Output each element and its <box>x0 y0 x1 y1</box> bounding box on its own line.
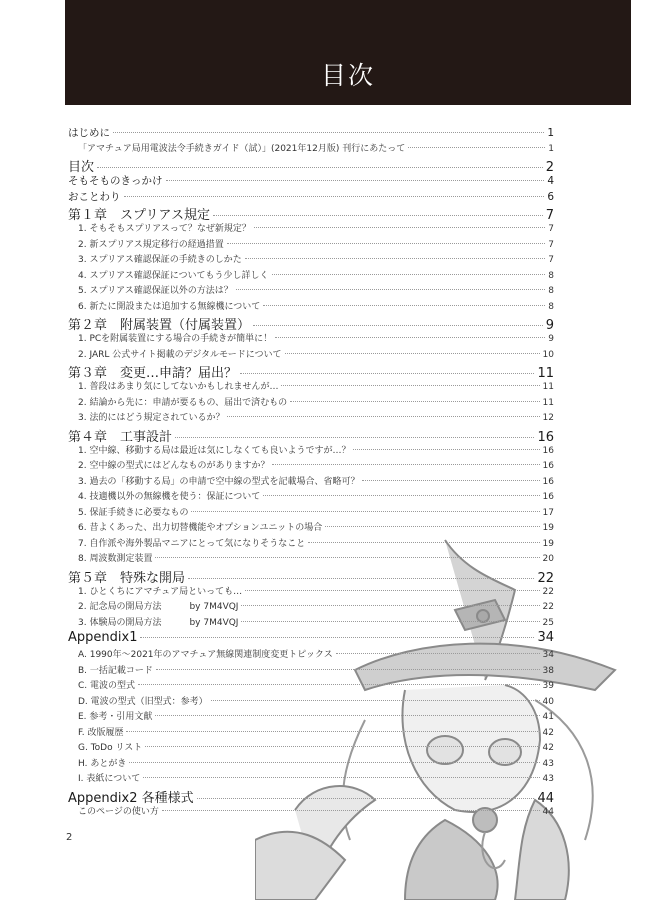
toc-entry[interactable]: 3. スプリアス確認保証の手続きのしかた 7 <box>78 255 554 265</box>
toc-entry[interactable]: 1. そもそもスプリアスって？なぜ新規定？ 7 <box>78 224 554 234</box>
toc-entry[interactable]: E. 参考・引用文献 41 <box>78 712 554 722</box>
toc-entry[interactable]: 8. 周波数測定装置 20 <box>78 554 554 564</box>
toc-chapter[interactable]: Appendix2 各種様式 44 <box>68 790 554 806</box>
toc-entry[interactable]: G. ToDo リスト 42 <box>78 743 554 753</box>
toc-entry[interactable]: 2. 空中線の型式にはどんなものがありますか？ 16 <box>78 461 554 471</box>
toc-entry[interactable]: H. あとがき 43 <box>78 758 554 769</box>
toc-entry[interactable]: A. 1990年～2021年のアマチュア無線関連制度変更トピックス 34 <box>78 650 554 660</box>
toc-entry[interactable]: 1. ひとくちにアマチュア局といっても… 22 <box>78 586 554 597</box>
toc-entry[interactable]: D. 電波の型式（旧型式：参考） 40 <box>78 696 554 707</box>
toc-entry[interactable]: 1. PCを附属装置にする場合の手続きが簡単に！ 9 <box>78 334 554 344</box>
toc-entry[interactable]: このページの使い方 44 <box>78 806 554 817</box>
toc-entry[interactable]: そもそものきっかけ 4 <box>68 175 554 187</box>
toc-entry[interactable]: 7. 自作派や海外製品マニアにとって気になりそうなこと 19 <box>78 538 554 549</box>
toc-entry[interactable]: 2. JARL 公式サイト掲載のデジタルモードについて 10 <box>78 349 554 360</box>
toc-entry[interactable]: 4. スプリアス確認保証についてもう少し詳しく 8 <box>78 270 554 281</box>
toc-chapter[interactable]: 第３章 変更…申請？届出？ 11 <box>68 366 554 381</box>
toc-entry[interactable]: 6. 昔よくあった、出力切替機能やオプションユニットの場合 19 <box>78 523 554 533</box>
toc-entry[interactable]: 目次 2 <box>68 160 554 175</box>
toc-entry[interactable]: 4. 技適機以外の無線機を使う：保証について 16 <box>78 492 554 502</box>
table-of-contents <box>68 125 554 819</box>
toc-entry[interactable]: B. 一括記載コード 38 <box>78 665 554 676</box>
toc-entry[interactable]: F. 改版履歴 42 <box>78 727 554 738</box>
page-number: 2 <box>66 832 73 843</box>
toc-entry[interactable]: 3. 体験局の開局方法 by 7M4VQJ 25 <box>78 617 554 628</box>
toc-entry[interactable]: はじめに 1 <box>68 127 554 139</box>
toc-chapter[interactable]: 第５章 特殊な開局 22 <box>68 570 554 586</box>
toc-chapter[interactable]: 第４章 工事設計 16 <box>68 429 554 445</box>
header-band <box>65 0 631 105</box>
toc-entry[interactable]: 1. 普段はあまり気にしてないかもしれませんが… 11 <box>78 382 554 392</box>
toc-entry[interactable]: 2. 記念局の開局方法 by 7M4VQJ 22 <box>78 602 554 612</box>
toc-entry[interactable]: おことわり 6 <box>68 190 554 203</box>
toc-author: by 7M4VQJ <box>189 617 239 628</box>
toc-entry[interactable]: 3. 法的にはどう規定されているか？ 12 <box>78 413 554 423</box>
toc-entry[interactable]: C. 電波の型式 39 <box>78 681 554 691</box>
page-title: 目次 <box>320 61 375 90</box>
toc-entry[interactable]: 2. 結論から先に：申請が要るもの、届出で済むもの 11 <box>78 397 554 408</box>
toc-entry[interactable]: 5. 保証手続きに必要なもの 17 <box>78 507 554 518</box>
toc-entry[interactable]: 3. 過去の「移動する局」の申請で空中線の型式を記載場合、省略可？ 16 <box>78 476 554 487</box>
toc-entry[interactable]: I. 表紙について 43 <box>78 774 554 784</box>
toc-entry[interactable]: 6. 新たに開設または追加する無線機について 8 <box>78 301 554 312</box>
toc-author: by 7M4VQJ <box>189 602 239 612</box>
toc-entry[interactable]: 5. スプリアス確認保証以外の方法は？ 8 <box>78 286 554 296</box>
toc-chapter[interactable]: 第１章 スプリアス規定 7 <box>68 208 554 223</box>
toc-entry[interactable]: 「アマチュア局用電波法令手続きガイド（試）」(2021年12月版) 刊行にあたって 1 <box>78 143 554 154</box>
toc-entry[interactable]: 1. 空中線、移動する局は最近は気にしなくても良いようですが…？ 16 <box>78 445 554 456</box>
toc-entry[interactable]: 2. 新スプリアス規定移行の経過措置 7 <box>78 239 554 250</box>
toc-chapter[interactable]: Appendix1 34 <box>68 630 554 645</box>
toc-chapter[interactable]: 第２章 附属装置（付属装置） 9 <box>68 318 554 333</box>
